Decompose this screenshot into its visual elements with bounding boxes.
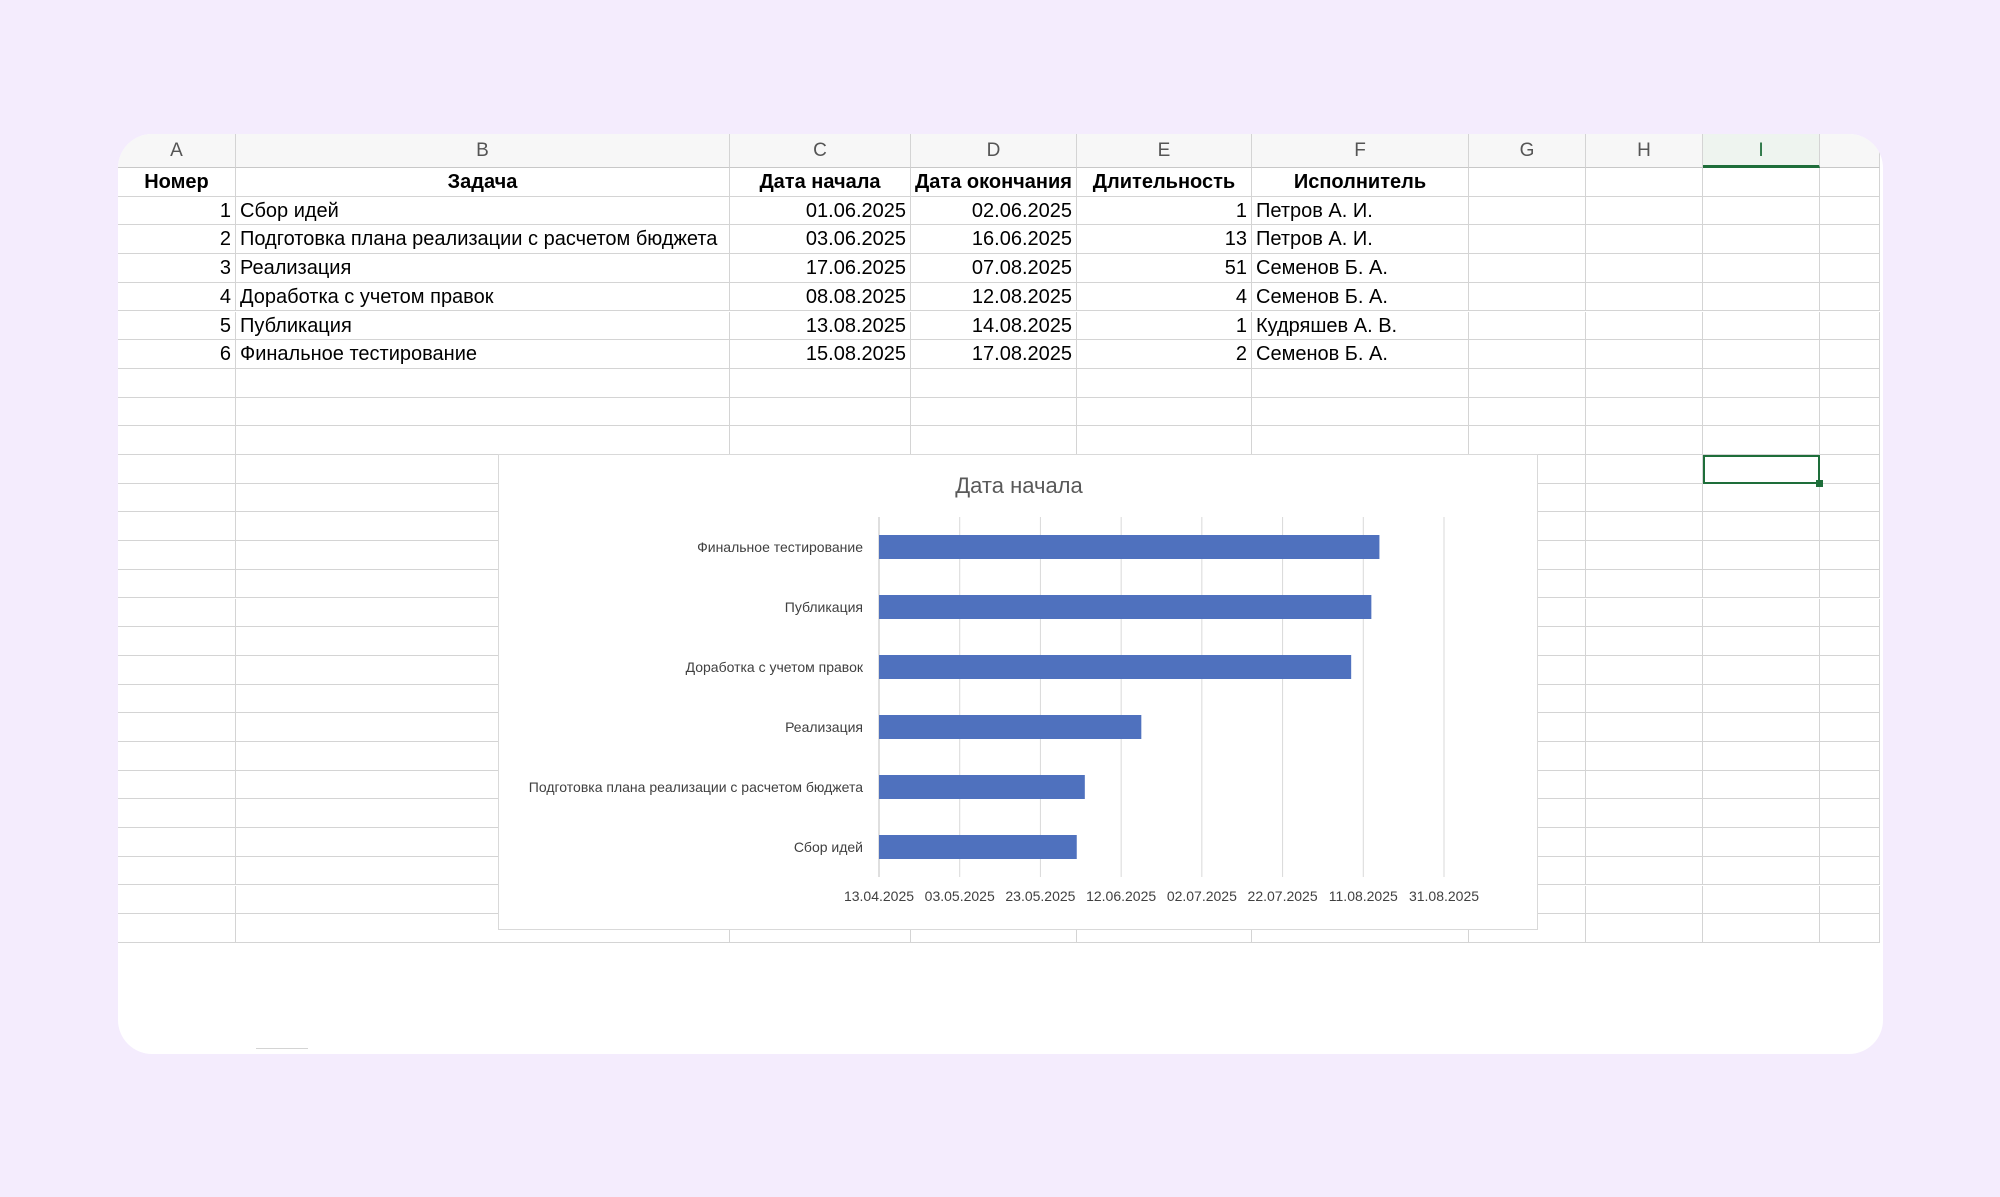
empty-cell[interactable] [118, 886, 236, 915]
empty-cell[interactable] [1077, 369, 1252, 398]
table-cell[interactable]: 02.06.2025 [911, 197, 1077, 226]
empty-cell[interactable] [1586, 426, 1703, 455]
empty-cell[interactable] [1252, 398, 1469, 427]
empty-cell[interactable] [1703, 914, 1820, 943]
empty-cell[interactable] [1586, 828, 1703, 857]
empty-cell[interactable] [1703, 398, 1820, 427]
empty-cell[interactable] [118, 541, 236, 570]
bar[interactable] [879, 775, 1085, 799]
empty-cell[interactable] [1820, 914, 1880, 943]
empty-cell[interactable] [1586, 742, 1703, 771]
empty-cell[interactable] [1820, 570, 1880, 599]
empty-cell[interactable] [118, 656, 236, 685]
empty-cell[interactable] [236, 426, 730, 455]
empty-cell[interactable] [1703, 656, 1820, 685]
empty-cell[interactable] [1703, 828, 1820, 857]
empty-cell[interactable] [1820, 512, 1880, 541]
empty-cell[interactable] [1820, 455, 1880, 484]
x-tick-label: 02.07.2025 [1166, 888, 1237, 904]
empty-cell[interactable] [1469, 225, 1586, 254]
table-cell[interactable]: Семенов Б. А. [1252, 340, 1469, 369]
table-cell[interactable]: 03.06.2025 [730, 225, 911, 254]
empty-cell[interactable] [1586, 713, 1703, 742]
column-header-e[interactable]: E [1077, 134, 1252, 168]
empty-cell[interactable] [118, 742, 236, 771]
table-cell[interactable]: 08.08.2025 [730, 283, 911, 312]
empty-cell[interactable] [1703, 857, 1820, 886]
empty-cell[interactable] [1469, 340, 1586, 369]
x-tick-label: 03.05.2025 [924, 888, 995, 904]
empty-cell[interactable] [1469, 283, 1586, 312]
empty-cell[interactable] [118, 828, 236, 857]
empty-cell[interactable] [911, 369, 1077, 398]
empty-cell[interactable] [1703, 197, 1820, 226]
empty-cell[interactable] [1820, 685, 1880, 714]
category-label: Публикация [784, 599, 863, 615]
empty-cell[interactable] [1586, 570, 1703, 599]
column-header-g[interactable]: G [1469, 134, 1586, 168]
empty-cell[interactable] [1820, 713, 1880, 742]
empty-cell[interactable] [1586, 656, 1703, 685]
empty-cell[interactable] [1820, 599, 1880, 628]
table-cell[interactable]: 16.06.2025 [911, 225, 1077, 254]
table-cell[interactable]: 3 [118, 254, 236, 283]
empty-cell[interactable] [1586, 771, 1703, 800]
empty-cell[interactable] [1586, 283, 1703, 312]
x-tick-label: 31.08.2025 [1408, 888, 1480, 904]
empty-cell[interactable] [1703, 771, 1820, 800]
table-cell[interactable]: 2 [118, 225, 236, 254]
empty-cell[interactable] [118, 484, 236, 513]
empty-cell[interactable] [1703, 713, 1820, 742]
empty-cell[interactable] [118, 713, 236, 742]
column-header-b[interactable]: B [236, 134, 730, 168]
empty-cell[interactable] [1703, 225, 1820, 254]
empty-cell[interactable] [1586, 369, 1703, 398]
empty-cell[interactable] [236, 369, 730, 398]
empty-cell[interactable] [1820, 828, 1880, 857]
empty-cell[interactable] [1820, 369, 1880, 398]
empty-cell[interactable] [1586, 254, 1703, 283]
selected-cell[interactable] [1703, 455, 1820, 484]
empty-cell[interactable] [1703, 340, 1820, 369]
empty-cell[interactable] [730, 369, 911, 398]
empty-cell[interactable] [1820, 771, 1880, 800]
table-cell[interactable]: 17.06.2025 [730, 254, 911, 283]
table-cell[interactable]: Кудряшев А. В. [1252, 312, 1469, 341]
empty-cell[interactable] [118, 369, 236, 398]
empty-cell[interactable] [118, 599, 236, 628]
empty-cell[interactable] [118, 426, 236, 455]
empty-cell[interactable] [1820, 225, 1880, 254]
table-cell[interactable]: Петров А. И. [1252, 197, 1469, 226]
category-label: Реализация [785, 719, 863, 735]
table-cell[interactable]: 4 [1077, 283, 1252, 312]
empty-cell[interactable] [1820, 484, 1880, 513]
column-header-i[interactable]: I [1703, 134, 1820, 168]
column-header-f[interactable]: F [1252, 134, 1469, 168]
header-cell[interactable]: Исполнитель [1252, 168, 1469, 197]
table-cell[interactable]: 6 [118, 340, 236, 369]
empty-cell[interactable] [1586, 685, 1703, 714]
empty-cell[interactable] [730, 426, 911, 455]
empty-cell[interactable] [1703, 254, 1820, 283]
spreadsheet[interactable] [118, 134, 1883, 1054]
empty-cell[interactable] [118, 455, 236, 484]
chart-title: Дата начала [955, 473, 1083, 498]
category-label: Финальное тестирование [697, 539, 863, 555]
table-cell[interactable]: 15.08.2025 [730, 340, 911, 369]
empty-cell[interactable] [1586, 225, 1703, 254]
empty-cell[interactable] [1469, 168, 1586, 197]
empty-cell[interactable] [1586, 312, 1703, 341]
empty-cell[interactable] [1820, 857, 1880, 886]
empty-cell[interactable] [1703, 484, 1820, 513]
empty-cell[interactable] [1703, 599, 1820, 628]
bar[interactable] [879, 595, 1371, 619]
empty-cell[interactable] [1820, 426, 1880, 455]
x-tick-label: 12.06.2025 [1086, 888, 1157, 904]
empty-cell[interactable] [1703, 570, 1820, 599]
x-tick-label: 13.04.2025 [843, 888, 915, 904]
x-tick-label: 11.08.2025 [1328, 888, 1398, 904]
empty-cell[interactable] [1586, 455, 1703, 484]
empty-cell[interactable] [1703, 799, 1820, 828]
empty-cell[interactable] [1077, 398, 1252, 427]
table-cell[interactable]: 12.08.2025 [911, 283, 1077, 312]
empty-cell[interactable] [1586, 541, 1703, 570]
empty-cell[interactable] [911, 426, 1077, 455]
table-cell[interactable]: 17.08.2025 [911, 340, 1077, 369]
empty-cell[interactable] [118, 685, 236, 714]
table-cell[interactable]: 1 [118, 197, 236, 226]
empty-cell[interactable] [1586, 799, 1703, 828]
header-cell[interactable]: Дата окончания [911, 168, 1077, 197]
empty-cell[interactable] [1703, 369, 1820, 398]
table-cell[interactable]: Доработка с учетом правок [236, 283, 730, 312]
empty-cell[interactable] [1820, 541, 1880, 570]
table-cell[interactable]: Публикация [236, 312, 730, 341]
empty-cell[interactable] [1820, 197, 1880, 226]
empty-cell[interactable] [1703, 312, 1820, 341]
category-label: Сбор идей [793, 839, 863, 855]
empty-cell[interactable] [1703, 685, 1820, 714]
empty-cell[interactable] [118, 512, 236, 541]
category-label: Доработка с учетом правок [685, 659, 863, 675]
empty-cell[interactable] [1820, 799, 1880, 828]
empty-cell[interactable] [1703, 541, 1820, 570]
x-tick-label: 23.05.2025 [1005, 888, 1076, 904]
column-header-blank [1820, 134, 1880, 168]
empty-cell[interactable] [1703, 512, 1820, 541]
table-cell[interactable]: 13 [1077, 225, 1252, 254]
empty-cell[interactable] [1820, 340, 1880, 369]
sheet-tab-active[interactable] [154, 1048, 256, 1054]
empty-cell[interactable] [118, 914, 236, 943]
table-cell[interactable]: Реализация [236, 254, 730, 283]
empty-cell[interactable] [1586, 914, 1703, 943]
table-cell[interactable]: 2 [1077, 340, 1252, 369]
empty-cell[interactable] [118, 799, 236, 828]
table-cell[interactable]: 5 [118, 312, 236, 341]
empty-cell[interactable] [1469, 254, 1586, 283]
empty-cell[interactable] [1469, 426, 1586, 455]
bar[interactable] [879, 715, 1141, 739]
empty-cell[interactable] [1820, 312, 1880, 341]
bar[interactable] [879, 835, 1077, 859]
table-cell[interactable]: 01.06.2025 [730, 197, 911, 226]
column-header-h[interactable]: H [1586, 134, 1703, 168]
bar[interactable] [879, 655, 1351, 679]
table-cell[interactable]: Семенов Б. А. [1252, 254, 1469, 283]
table-cell[interactable]: Финальное тестирование [236, 340, 730, 369]
table-cell[interactable]: 4 [118, 283, 236, 312]
table-cell[interactable]: 1 [1077, 197, 1252, 226]
empty-cell[interactable] [1586, 857, 1703, 886]
empty-cell[interactable] [1469, 197, 1586, 226]
empty-cell[interactable] [1469, 369, 1586, 398]
column-header-c[interactable]: C [730, 134, 911, 168]
sheet-tab[interactable] [256, 1048, 308, 1054]
empty-cell[interactable] [1703, 426, 1820, 455]
table-cell[interactable]: Сбор идей [236, 197, 730, 226]
empty-cell[interactable] [730, 398, 911, 427]
empty-cell[interactable] [1820, 168, 1880, 197]
empty-cell[interactable] [1586, 599, 1703, 628]
empty-cell[interactable] [1703, 742, 1820, 771]
empty-cell[interactable] [1586, 168, 1703, 197]
header-cell[interactable]: Дата начала [730, 168, 911, 197]
sheet-tabs-bar [118, 1048, 1883, 1054]
bar[interactable] [879, 535, 1379, 559]
empty-cell[interactable] [1586, 340, 1703, 369]
table-cell[interactable]: 51 [1077, 254, 1252, 283]
empty-cell[interactable] [1703, 168, 1820, 197]
chart-canvas [499, 455, 1539, 931]
empty-cell[interactable] [1252, 369, 1469, 398]
empty-cell[interactable] [1252, 426, 1469, 455]
category-label: Подготовка плана реализации с расчетом бюджета [528, 779, 863, 795]
empty-cell[interactable] [911, 398, 1077, 427]
empty-cell[interactable] [1703, 886, 1820, 915]
table-cell[interactable]: 07.08.2025 [911, 254, 1077, 283]
header-cell[interactable]: Длительность [1077, 168, 1252, 197]
empty-cell[interactable] [1820, 742, 1880, 771]
column-header-a[interactable]: A [118, 134, 236, 168]
column-header-d[interactable]: D [911, 134, 1077, 168]
empty-cell[interactable] [1586, 197, 1703, 226]
header-cell[interactable]: Задача [236, 168, 730, 197]
empty-cell[interactable] [1703, 283, 1820, 312]
table-cell[interactable]: 14.08.2025 [911, 312, 1077, 341]
empty-cell[interactable] [1703, 627, 1820, 656]
empty-cell[interactable] [1586, 886, 1703, 915]
empty-cell[interactable] [1586, 398, 1703, 427]
empty-cell[interactable] [1586, 627, 1703, 656]
empty-cell[interactable] [1820, 656, 1880, 685]
empty-cell[interactable] [1469, 398, 1586, 427]
empty-cell[interactable] [1820, 398, 1880, 427]
empty-cell[interactable] [1077, 426, 1252, 455]
empty-cell[interactable] [1820, 283, 1880, 312]
table-cell[interactable]: Петров А. И. [1252, 225, 1469, 254]
table-cell[interactable]: 13.08.2025 [730, 312, 911, 341]
header-cell[interactable]: Номер [118, 168, 236, 197]
table-cell[interactable]: Семенов Б. А. [1252, 283, 1469, 312]
empty-cell[interactable] [118, 627, 236, 656]
empty-cell[interactable] [1586, 484, 1703, 513]
empty-cell[interactable] [118, 857, 236, 886]
empty-cell[interactable] [1820, 627, 1880, 656]
bar-chart[interactable] [498, 454, 1538, 930]
fill-handle[interactable] [1816, 480, 1823, 487]
empty-cell[interactable] [118, 398, 236, 427]
empty-cell[interactable] [1820, 886, 1880, 915]
empty-cell[interactable] [1469, 312, 1586, 341]
empty-cell[interactable] [118, 771, 236, 800]
table-cell[interactable]: 1 [1077, 312, 1252, 341]
empty-cell[interactable] [118, 570, 236, 599]
empty-cell[interactable] [236, 398, 730, 427]
empty-cell[interactable] [1586, 512, 1703, 541]
x-tick-label: 22.07.2025 [1247, 888, 1318, 904]
table-cell[interactable]: Подготовка плана реализации с расчетом бюджета [236, 225, 730, 254]
empty-cell[interactable] [1820, 254, 1880, 283]
